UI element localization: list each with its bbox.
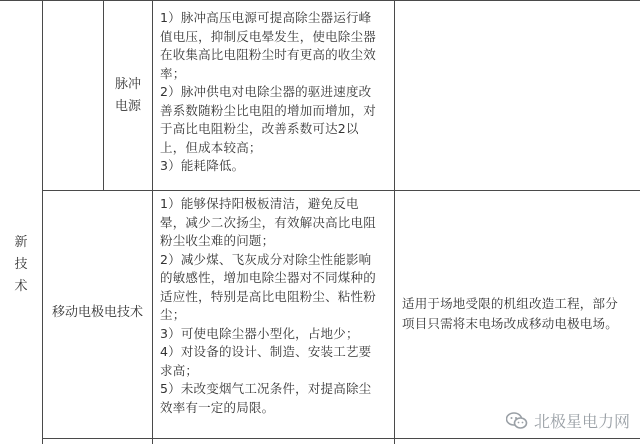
- watermark-text: 北极星电力网: [533, 412, 630, 431]
- column-divider-1: [42, 0, 43, 444]
- moving-electrode-label: 移动电极电技术: [51, 305, 143, 320]
- column-divider-4: [394, 0, 395, 444]
- pulse-power-label: 脉冲 电源: [114, 77, 141, 114]
- column-divider-3: [152, 0, 153, 444]
- wechat-icon: [506, 412, 528, 430]
- pulse-power-details: 1）脉冲高压电源可提高除尘器运行峰 值电压，抑制反电晕发生，使电除尘器 在收集高比电阻粉尘时有更高的收尘效 率； 2）脉冲供电对电除尘器的驱进速度改 善系数随粉尘比电阻的增加而增加，对 于高比电阻粉尘，改善系数可达2以 上，但成本较高； 3）能耗降低。: [160, 10, 376, 173]
- moving-electrode-applicability: 适用于场地受限的机组改造工程，部分 项目只需将末电场改成移动电极电场。: [402, 296, 618, 331]
- row-divider-2: [42, 438, 640, 439]
- row-divider-1: [42, 190, 640, 191]
- watermark: [506, 409, 630, 432]
- moving-electrode-details: 1）能够保持阳极板清洁，避免反电 晕，减少二次扬尘，有效解决高比电阻 粉尘收尘难的问题； 2）减少煤、飞灰成分对除尘性能影响 的敏感性，增加电除尘器对不同煤种的 适应性，特别是高比电阻粉尘、粘性粉 尘； 3）可使电除尘器小型化，占地少； 4）对设备的设计、制造、安装工艺要 求高； 5）未改变烟气工况条件，对提高除尘 效率有一定的局限。: [160, 196, 376, 415]
- table-border-top: [0, 0, 640, 1]
- category-label: 新 技 术: [14, 235, 28, 294]
